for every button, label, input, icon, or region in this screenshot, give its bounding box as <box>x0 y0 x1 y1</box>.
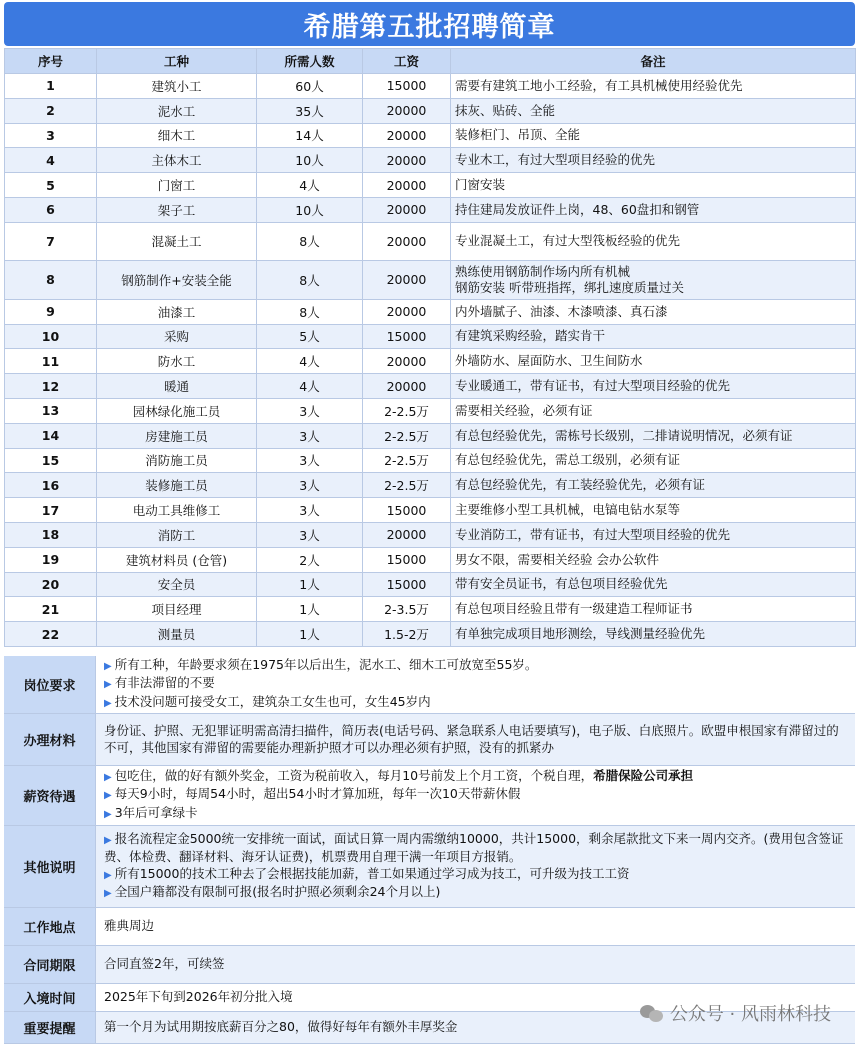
triangle-bullet-icon: ▶ <box>104 834 112 846</box>
table-row <box>5 260 856 299</box>
table-row <box>5 473 856 498</box>
materials-content <box>96 714 855 765</box>
row-type: 油漆工 <box>97 299 257 324</box>
row-no: 1 <box>5 74 97 99</box>
row-type: 房建施工员 <box>97 423 257 448</box>
other-label: 其他说明 <box>4 826 96 907</box>
location-section <box>4 908 855 946</box>
table-row <box>5 98 856 123</box>
row-wage: 15000 <box>363 324 451 349</box>
row-type: 混凝土工 <box>97 222 257 260</box>
row-note <box>451 260 856 299</box>
row-no: 22 <box>5 622 97 647</box>
row-type: 消防施工员 <box>97 448 257 473</box>
row-no: 7 <box>5 222 97 260</box>
row-wage: 15000 <box>363 572 451 597</box>
table-row <box>5 74 856 99</box>
row-type: 防水工 <box>97 349 257 374</box>
page-title: 希腊第五批招聘简章 <box>303 11 556 43</box>
row-wage: 20000 <box>363 374 451 399</box>
table-row <box>5 148 856 173</box>
row-note: 装修柜门、吊顶、全能 <box>451 123 856 148</box>
row-no: 4 <box>5 148 97 173</box>
row-count: 8人 <box>257 222 363 260</box>
header-no: 序号 <box>5 49 97 74</box>
table-row <box>5 123 856 148</box>
row-type: 安全员 <box>97 572 257 597</box>
materials-line: 身份证、护照、无犯罪证明需高清扫描件，简历表(电话号码、紧急联系人电话要填写)，电子版、白底照片。欧盟申根国家有滞留过的 <box>104 723 839 738</box>
jobs-table <box>4 48 856 647</box>
row-count: 1人 <box>257 597 363 622</box>
row-note: 专业暖通工，带有证书，有过大型项目经验的优先 <box>451 374 856 399</box>
watermark-text: 公众号 · 风雨林科技 <box>669 1004 831 1025</box>
row-note: 专业木工，有过大型项目经验的优先 <box>451 148 856 173</box>
materials-section <box>4 714 855 766</box>
table-row <box>5 423 856 448</box>
row-count: 3人 <box>257 423 363 448</box>
row-wage: 20000 <box>363 173 451 198</box>
row-note-line: 熟练使用钢筋制作场内所有机械 <box>455 263 631 279</box>
header-count: 所需人数 <box>257 49 363 74</box>
row-wage: 20000 <box>363 299 451 324</box>
table-row <box>5 597 856 622</box>
reminder-content: 第一个月为试用期按底薪百分之80，做得好每年有额外丰厚奖金 <box>96 1012 855 1043</box>
table-row <box>5 299 856 324</box>
row-count: 2人 <box>257 547 363 572</box>
row-wage: 2-2.5万 <box>363 423 451 448</box>
location-content: 雅典周边 <box>104 918 155 934</box>
triangle-bullet-icon: ▶ <box>104 869 112 881</box>
table-row <box>5 173 856 198</box>
row-wage: 15000 <box>363 547 451 572</box>
row-note: 需要有建筑工地小工经验，有工具机械使用经验优先 <box>451 74 856 99</box>
row-count: 4人 <box>257 173 363 198</box>
row-no: 16 <box>5 473 97 498</box>
table-row <box>5 324 856 349</box>
row-wage: 1.5-2万 <box>363 622 451 647</box>
contract-label: 合同期限 <box>4 946 96 983</box>
row-count: 3人 <box>257 398 363 423</box>
requirements-content <box>96 656 855 713</box>
table-row <box>5 498 856 523</box>
row-count: 8人 <box>257 299 363 324</box>
list-item: ▶ 所有15000的技术工种去了会根据技能加薪，普工如果通过学习成为技工，可升级为技工工资 <box>104 865 630 881</box>
row-count: 3人 <box>257 498 363 523</box>
row-note: 带有安全员证书，有总包项目经验优先 <box>451 572 856 597</box>
wechat-icon <box>640 1003 664 1023</box>
salary-label: 薪资待遇 <box>4 766 96 825</box>
triangle-bullet-icon: ▶ <box>104 660 112 672</box>
row-note: 有总包经验优先，需栋号长级别，二排请说明情况，必须有证 <box>451 423 856 448</box>
row-wage: 2-2.5万 <box>363 398 451 423</box>
watermark <box>640 1000 831 1026</box>
row-no: 15 <box>5 448 97 473</box>
contract-section <box>4 946 855 984</box>
row-wage: 15000 <box>363 74 451 99</box>
row-type: 主体木工 <box>97 148 257 173</box>
list-item: ▶ 每天9小时，每周54小时，超出54小时才算加班，每年一次10天带薪休假 <box>104 786 521 802</box>
row-no: 5 <box>5 173 97 198</box>
requirements-section <box>4 656 855 714</box>
row-type: 建筑材料员 (仓管) <box>97 547 257 572</box>
list-item: ▶ 包吃住，做的好有额外奖金，工资为税前收入，每月10号前发上个月工资，个税自理，希腊保险公司承担 <box>104 767 694 783</box>
row-note: 有单独完成项目地形测绘，导线测量经验优先 <box>451 622 856 647</box>
row-count: 60人 <box>257 74 363 99</box>
row-type: 泥水工 <box>97 98 257 123</box>
row-type: 细木工 <box>97 123 257 148</box>
location-label: 工作地点 <box>4 908 96 945</box>
list-item: ▶ 所有工种，年龄要求须在1975年以后出生，泥水工、细木工可放宽至55岁。 <box>104 656 538 672</box>
table-row <box>5 349 856 374</box>
row-type: 园林绿化施工员 <box>97 398 257 423</box>
row-note: 需要相关经验，必须有证 <box>451 398 856 423</box>
row-count: 10人 <box>257 197 363 222</box>
entry-content: 2025年下旬到2026年初分批入境 <box>104 989 293 1005</box>
requirements-label: 岗位要求 <box>4 656 96 713</box>
row-wage: 2-2.5万 <box>363 473 451 498</box>
row-no: 21 <box>5 597 97 622</box>
other-section <box>4 826 855 908</box>
materials-label: 办理材料 <box>4 714 96 765</box>
table-row <box>5 547 856 572</box>
row-no: 2 <box>5 98 97 123</box>
header-note: 备注 <box>451 49 856 74</box>
row-note: 专业混凝土工，有过大型筏板经验的优先 <box>451 222 856 260</box>
row-wage: 20000 <box>363 123 451 148</box>
row-type: 电动工具维修工 <box>97 498 257 523</box>
row-count: 1人 <box>257 622 363 647</box>
row-type: 消防工 <box>97 522 257 547</box>
row-count: 5人 <box>257 324 363 349</box>
row-type: 门窗工 <box>97 173 257 198</box>
row-type: 测量员 <box>97 622 257 647</box>
table-row <box>5 222 856 260</box>
triangle-bullet-icon: ▶ <box>104 888 112 899</box>
table-row <box>5 572 856 597</box>
list-item: ▶ 3年后可拿绿卡 <box>104 804 198 820</box>
row-type: 采购 <box>97 324 257 349</box>
row-no: 3 <box>5 123 97 148</box>
row-no: 14 <box>5 423 97 448</box>
row-note: 外墙防水、屋面防水、卫生间防水 <box>451 349 856 374</box>
header-type: 工种 <box>97 49 257 74</box>
entry-label: 入境时间 <box>4 984 96 1011</box>
row-note: 男女不限，需要相关经验 会办公软件 <box>451 547 856 572</box>
row-note-line: 钢筋安装 听带班指挥，绑扎速度质量过关 <box>455 279 684 295</box>
row-no: 11 <box>5 349 97 374</box>
row-count: 3人 <box>257 448 363 473</box>
title-banner <box>4 2 855 46</box>
row-type: 项目经理 <box>97 597 257 622</box>
row-note: 专业消防工，带有证书，有过大型项目经验的优先 <box>451 522 856 547</box>
row-count: 8人 <box>257 260 363 299</box>
table-row <box>5 522 856 547</box>
row-no: 6 <box>5 197 97 222</box>
row-wage: 20000 <box>363 98 451 123</box>
row-wage: 20000 <box>363 197 451 222</box>
row-wage: 20000 <box>363 260 451 299</box>
list-item: ▶ 全国户籍都没有限制可报(报名时护照必须剩余24个月以上) <box>104 884 441 899</box>
row-count: 35人 <box>257 98 363 123</box>
table-row <box>5 398 856 423</box>
header-wage: 工资 <box>363 49 451 74</box>
triangle-bullet-icon: ▶ <box>104 790 112 802</box>
row-note: 有总包经验优先，需总工级别，必须有证 <box>451 448 856 473</box>
row-note: 有总包项目经验且带有一级建造工程师证书 <box>451 597 856 622</box>
row-no: 19 <box>5 547 97 572</box>
row-wage: 20000 <box>363 522 451 547</box>
table-row <box>5 622 856 647</box>
row-note: 抹灰、贴砖、全能 <box>451 98 856 123</box>
row-wage: 20000 <box>363 349 451 374</box>
row-type: 架子工 <box>97 197 257 222</box>
row-count: 4人 <box>257 374 363 399</box>
row-note: 主要维修小型工具机械，电镐电钻水泵等 <box>451 498 856 523</box>
row-count: 1人 <box>257 572 363 597</box>
row-no: 9 <box>5 299 97 324</box>
row-count: 14人 <box>257 123 363 148</box>
table-body <box>5 74 856 647</box>
table-header-row <box>5 49 856 74</box>
row-note: 有建筑采购经验，踏实肯干 <box>451 324 856 349</box>
row-note: 门窗安装 <box>451 173 856 198</box>
row-count: 4人 <box>257 349 363 374</box>
row-wage: 15000 <box>363 498 451 523</box>
list-item: 费、体检费、翻译材料、海牙认证费)，机票费用自理干满一年项目方报销。 <box>104 849 522 864</box>
row-no: 10 <box>5 324 97 349</box>
other-content <box>96 826 855 907</box>
row-count: 3人 <box>257 473 363 498</box>
row-type: 装修施工员 <box>97 473 257 498</box>
row-type: 暖通 <box>97 374 257 399</box>
row-count: 10人 <box>257 148 363 173</box>
row-no: 12 <box>5 374 97 399</box>
list-item: ▶ 有非法滞留的不要 <box>104 675 215 691</box>
salary-section <box>4 766 855 826</box>
row-wage: 2-3.5万 <box>363 597 451 622</box>
triangle-bullet-icon: ▶ <box>104 679 112 691</box>
row-wage: 2-2.5万 <box>363 448 451 473</box>
row-no: 17 <box>5 498 97 523</box>
row-note: 有总包经验优先，有工装经验优先，必须有证 <box>451 473 856 498</box>
triangle-bullet-icon: ▶ <box>104 771 112 783</box>
row-no: 18 <box>5 522 97 547</box>
row-type: 钢筋制作+安装全能 <box>97 260 257 299</box>
triangle-bullet-icon: ▶ <box>104 808 112 820</box>
materials-line: 不可，其他国家有滞留的需要能办理新护照才可以办理必须有护照，没有的抓紧办 <box>104 739 555 755</box>
row-count: 3人 <box>257 522 363 547</box>
row-no: 20 <box>5 572 97 597</box>
table-row <box>5 448 856 473</box>
row-wage: 20000 <box>363 148 451 173</box>
row-wage: 20000 <box>363 222 451 260</box>
row-no: 13 <box>5 398 97 423</box>
table-row <box>5 374 856 399</box>
contract-content: 合同直签2年，可续签 <box>96 946 855 983</box>
table-row <box>5 197 856 222</box>
row-note: 内外墙腻子、油漆、木漆喷漆、真石漆 <box>451 299 856 324</box>
reminder-label: 重要提醒 <box>4 1012 96 1043</box>
triangle-bullet-icon: ▶ <box>104 697 112 709</box>
row-note: 持住建局发放证件上岗，48、60盘扣和钢管 <box>451 197 856 222</box>
salary-content <box>96 766 855 825</box>
row-no: 8 <box>5 260 97 299</box>
list-item: ▶ 技术没问题可接受女工，建筑杂工女生也可，女生45岁内 <box>104 693 431 709</box>
list-item: ▶ 报名流程定金5000统一安排统一面试，面试日算一周内需缴纳10000，共计15000，剩余尾款批文下来一周内交齐。(费用包含签证 <box>104 830 844 846</box>
row-type: 建筑小工 <box>97 74 257 99</box>
